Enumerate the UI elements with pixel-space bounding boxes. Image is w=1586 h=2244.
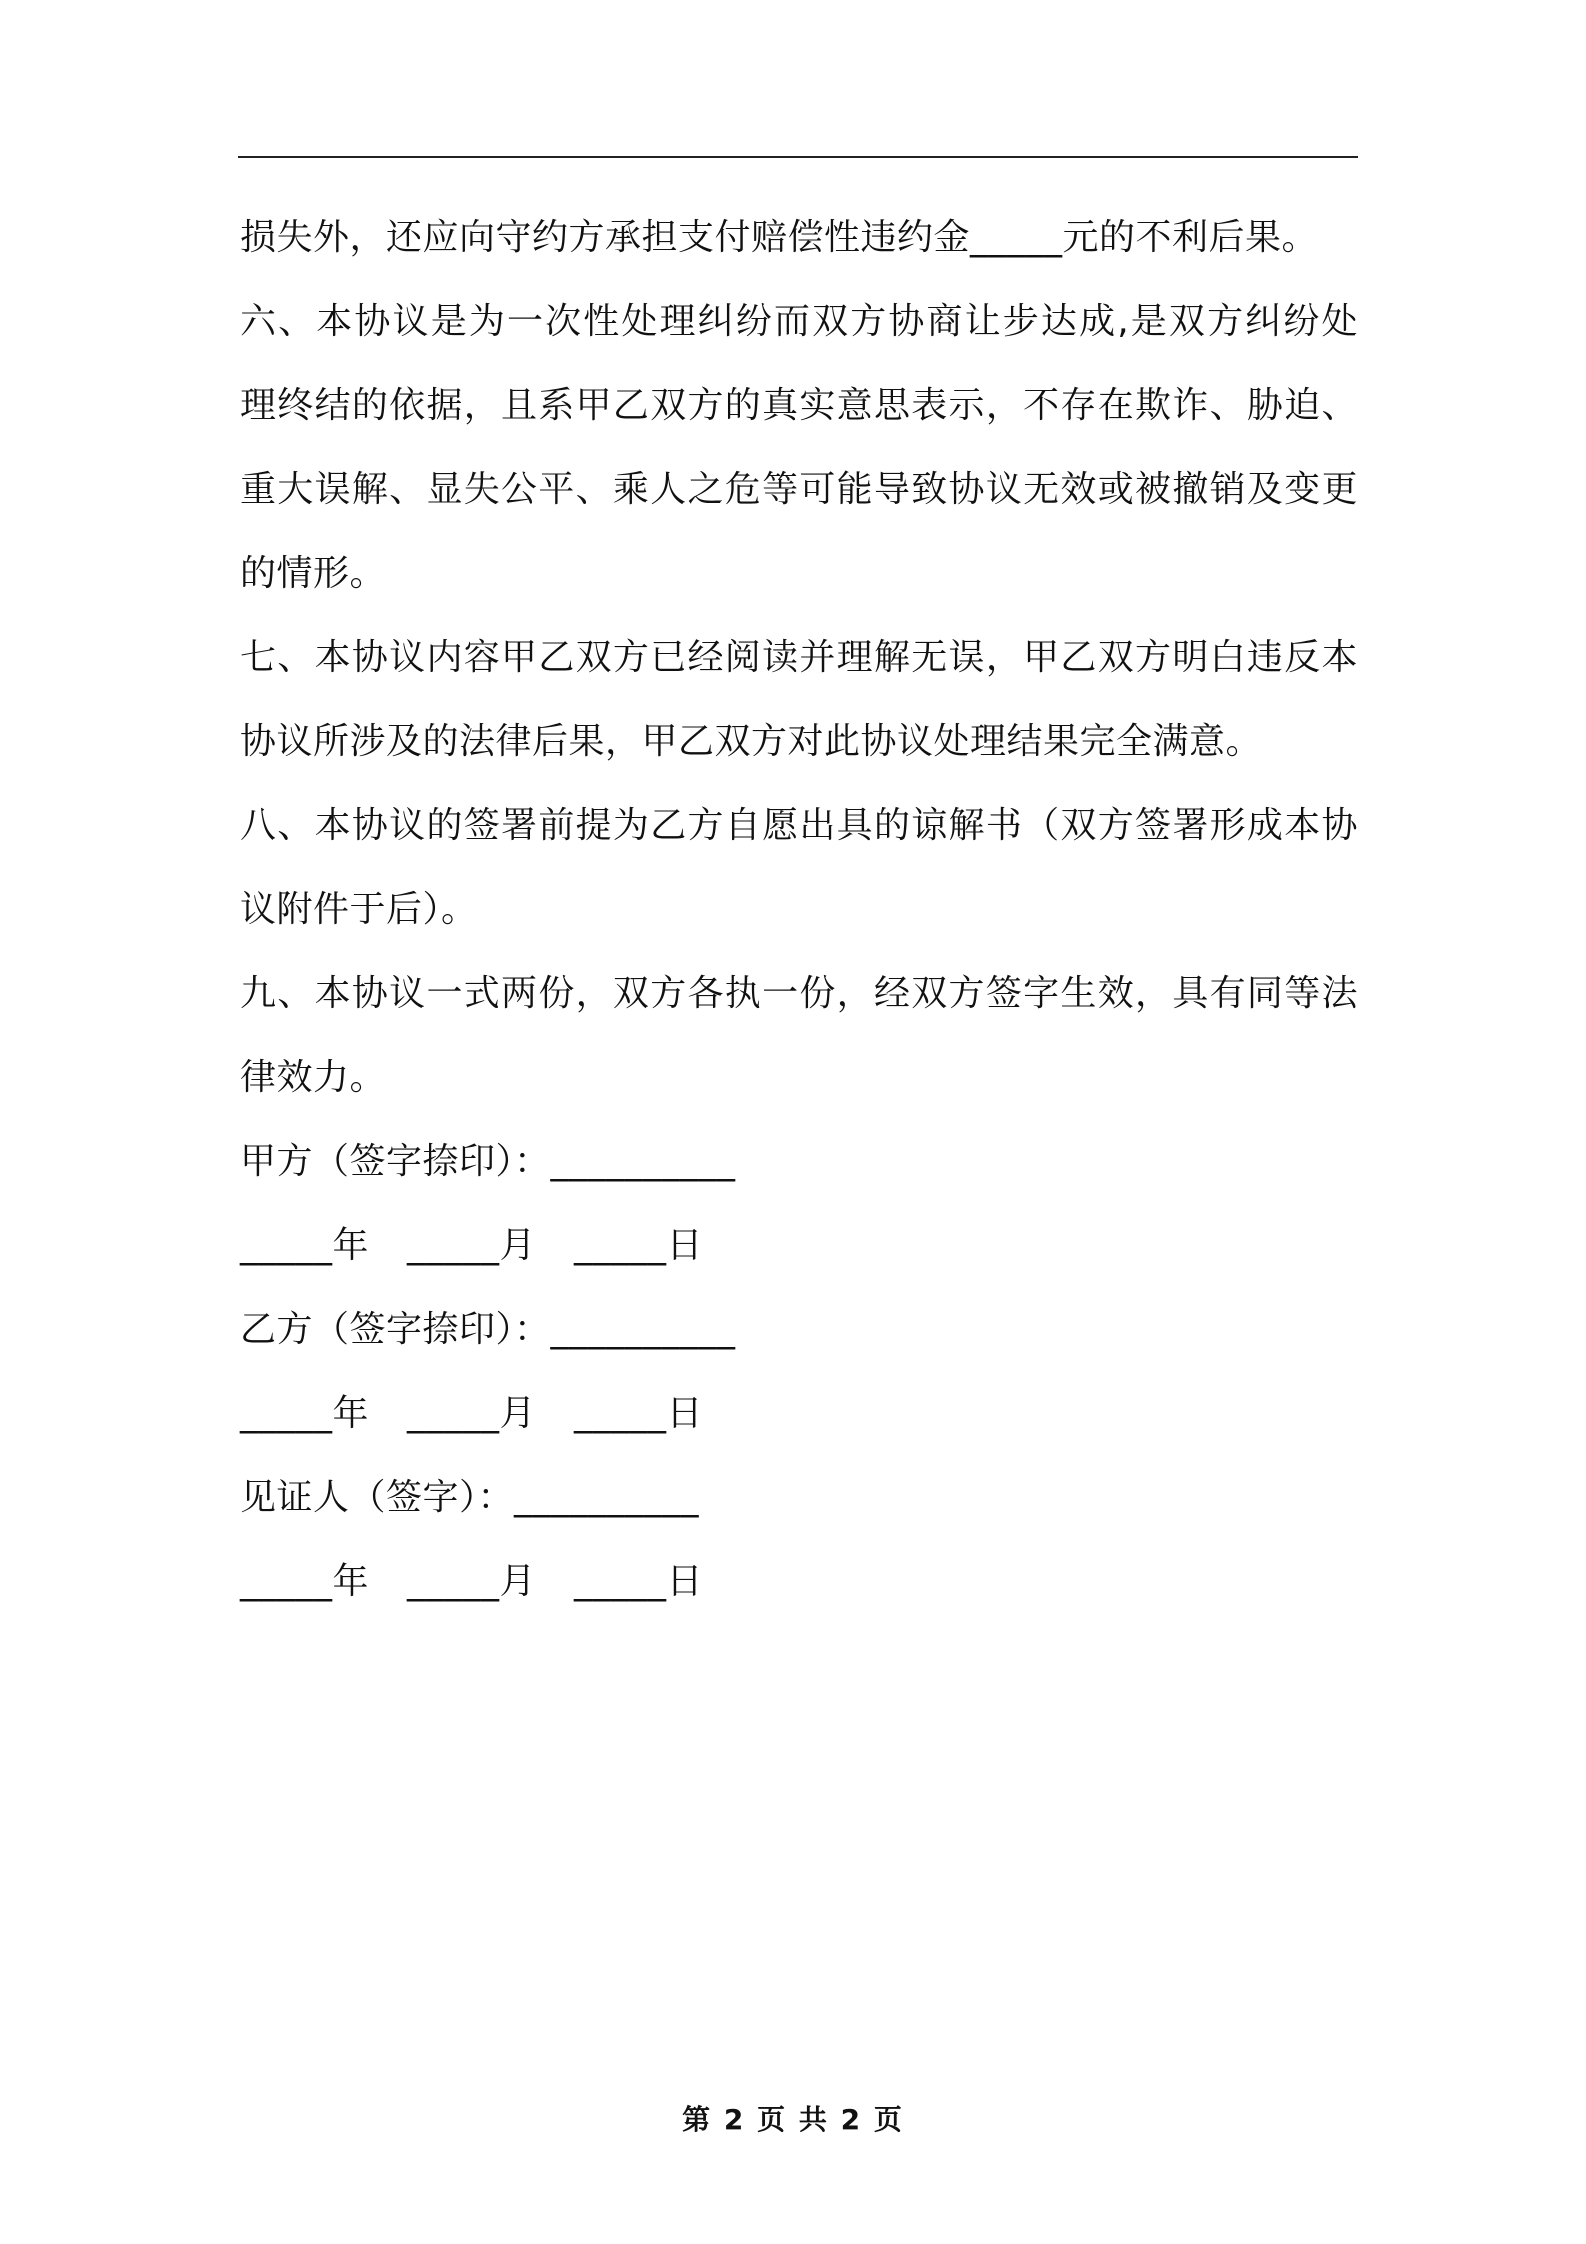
date-month-field: _____月 <box>407 1393 537 1434</box>
clause-text-line: 损失外，还应向守约方承担支付赔偿性违约金_____元的不利后果。 <box>240 217 1319 258</box>
witness-date-line <box>240 1540 1358 1624</box>
document-body <box>240 196 1358 1624</box>
date-month-field: _____月 <box>407 1561 537 1602</box>
party-a-signature-line: 甲方（签字捺印）：__________ <box>240 1141 736 1182</box>
clause-8-text-line: 议附件于后）。 <box>240 889 478 930</box>
date-day-field: _____日 <box>574 1393 704 1434</box>
clause-9-text-line: 律效力。 <box>240 1057 387 1098</box>
clause-8-text-line: 八、本协议的签署前提为乙方自愿出具的谅解书（双方签署形成本协 <box>240 805 1358 846</box>
date-year-field: _____年 <box>240 1561 370 1602</box>
party-b-date-line <box>240 1372 1358 1456</box>
clause-7-text-line: 七、本协议内容甲乙双方已经阅读并理解无误，甲乙双方明白违反本 <box>240 637 1358 678</box>
clause-7-text-line: 协议所涉及的法律后果，甲乙双方对此协议处理结果完全满意。 <box>240 721 1263 762</box>
page-number: 第 2 页 共 2 页 <box>682 2103 904 2136</box>
party-a-date-line <box>240 1204 1358 1288</box>
clause-9-text-line: 九、本协议一式两份，双方各执一份，经双方签字生效，具有同等法 <box>240 973 1358 1014</box>
date-day-field: _____日 <box>574 1225 704 1266</box>
date-year-field: _____年 <box>240 1225 370 1266</box>
date-day-field: _____日 <box>574 1561 704 1602</box>
date-month-field: _____月 <box>407 1225 537 1266</box>
date-year-field: _____年 <box>240 1393 370 1434</box>
clause-6-text-line: 重大误解、显失公平、乘人之危等可能导致协议无效或被撤销及变更 <box>240 469 1358 510</box>
clause-6-text-line: 的情形。 <box>240 553 387 594</box>
clause-6-text-line: 理终结的依据，且系甲乙双方的真实意思表示，不存在欺诈、胁迫、 <box>240 385 1358 426</box>
header-rule <box>238 156 1358 158</box>
witness-signature-line: 见证人（签字）：__________ <box>240 1477 700 1518</box>
party-b-signature-line: 乙方（签字捺印）：__________ <box>240 1309 736 1350</box>
clause-6-text-line: 六、本协议是为一次性处理纠纷而双方协商让步达成,是双方纠纷处 <box>240 301 1358 342</box>
